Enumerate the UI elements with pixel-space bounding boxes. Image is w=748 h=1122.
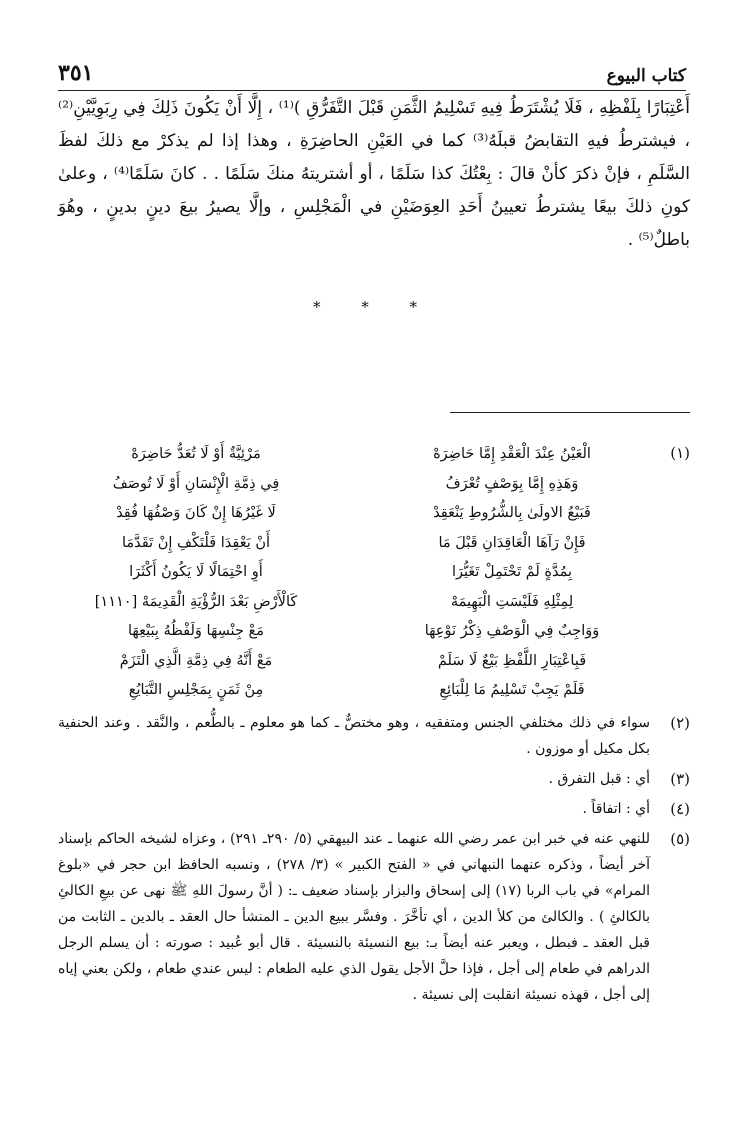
- footnote-2: [58, 710, 690, 762]
- footnote-text: للنهي عنه في خبر ابن عمر رضي الله عنهما ـ عند البيهقي (٥/ ٢٩٠ـ ٢٩١) ، وعزاه لشيخه الحاكم بإسناد آخر أيضاً ، وذكره عنهما النبهاني في « الفتح الكبير » (٣/ ٢٧٨) ، ونسبه الحافظ ابن حجر في «بلوغ المرام» في باب الربا (١٧) إلى إسحاق والبزار بإسناد ضعيف ـ: ( أنَّ رسولَ اللهِ ﷺ نهى عن بيعِ الكالئِ بالكالئِ ) . والكالئ من كلأ الدين ، أي تأخَّرَ . وفسَّر ببيع الدين ـ المنشأ حال العقد ـ بالدين ـ الثابت من قبل العقد ـ فبطل ، ويعبر عنه أيضاً بـ: بيع النسيئة بالنسيئة . قال أبو عُبيد : صورته : أن يسلم الرجل الدراهم في طعام إلى أجل ، فإذا حلَّ الأجل يقول الذي عليه الطعام : ليس عندي طعام ، ولكن بعني إياه إلى أجل ، فهذه نسيئة انقلبت إلى نسيئة .: [58, 830, 651, 1003]
- poem-hemistich: وَوَاجِبٌ فِي الْوَصْفِ ذِكْرُ نَوْعِهَا: [424, 623, 600, 639]
- poem-hemistich: مِنْ ثَمَنٍ بِمَجْلِسِ التَّبَايُعِ: [128, 682, 264, 698]
- poem: [58, 440, 650, 706]
- main-paragraph: أَعْتِبَارًا بِلَفْظِهِ ، فَلَا يُشْتَرَطُ فِيهِ تَسْلِيمُ الثَّمَنِ قَبْلَ التَّفَرُّقِ )⁽¹⁾ ، إِلَّا أَنْ يَكُونَ ذَلِكَ فِي رِبَوِيَّيْنِ⁽²⁾ ، فيشترطُ فيهِ التقابضُ قبلَهُ⁽³⁾ كما في العَيْنِ الحاضِرَةِ ، وهذا إذا لم يذكرْ مع ذلكَ لفظَ السَّلَمِ ، فإنْ ذكرَ كأنْ قالَ : بِعْتُكَ كذا سَلَمًا ، أو أشتريتهُ منكَ سَلَمًا . . كانَ سَلَمًا⁽⁴⁾ ، وعلىٰ كونِ ذلكَ بيعًا يشترطُ تعيينُ أَحَدِ العِوَضَيْنِ في الْمَجْلِسِ ، وإلَّا يصيرُ بيعَ دينٍ بدينٍ ، وهُوَ باطلٌ⁽⁵⁾ .: [58, 98, 691, 250]
- poem-hemistich: وَهَذِهِ إِمَّا بِوَصْفٍ تُعْرَفُ: [445, 475, 579, 492]
- footnote-4: [58, 796, 690, 822]
- poem-hemistich: أَوِ احْتِمَالًا لَا يَكُونُ أَكْثَرَا: [129, 564, 263, 580]
- poem-hemistich: فَلَمْ يَجِبْ تَسْلِيمُ مَا لِلْبَائِعِ: [439, 682, 585, 698]
- poem-hemistich: مَرْئِيَّةٌ أَوْ لَا تُعَدُّ حَاضِرَهْ: [131, 446, 261, 462]
- poem-hemistich: فَبِاعْتِبَارِ اللَّفْظِ بَيْعٌ لَا سَلَمْ: [437, 652, 587, 669]
- main-text: [58, 92, 690, 257]
- footnote-number: (٣): [670, 769, 690, 788]
- footnote-1: [58, 440, 690, 706]
- poem-hemistich: لَا غَيْرُهَا إِنْ كَانَ وَصْفُهَا فُقِدْ: [116, 505, 276, 521]
- poem-hemistich: فَبَيْعُ الاولَىٰ بِالشُّرُوطِ يَنْعَقِدْ: [433, 505, 591, 521]
- poem-hemistich: فِي ذِمَّةِ الْإِنْسَانِ أَوْ لَا تُوصَفُ: [112, 475, 280, 492]
- section-separator: * * *: [312, 298, 436, 316]
- poem-hemistich: مَعْ أَنَّهُ فِي ذِمَّةِ الَّذِي الْتَزَمْ: [119, 652, 273, 669]
- footnote-text: سواء في ذلك مختلفي الجنس ومتفقيه ، وهو مختصٌّ ـ كما هو معلوم ـ بالطُّعم ، والنَّقد . وعند الحنفية بكل مكيل أو موزون .: [58, 714, 650, 757]
- poem-hemistich: لِمِثْلِهِ فَلَيْسَتِ الْبَهِيمَهْ: [450, 593, 574, 610]
- poem-hemistich: الْعَيْنُ عِنْدَ الْعَقْدِ إِمَّا حَاضِرَهْ: [433, 446, 591, 462]
- footnote-number: (١): [670, 444, 690, 462]
- footnote-3: [58, 766, 690, 792]
- footnote-number: (٢): [670, 713, 690, 732]
- poem-hemistich: أَنْ يَعْقِدَا فَلْتَكْفِ إِنْ تَقَدَّمَا: [121, 534, 271, 551]
- footnotes: [58, 440, 690, 1012]
- footnote-number: (٥): [670, 829, 690, 848]
- footnote-text: أي : اتفاقاً .: [582, 800, 650, 817]
- footnote-text: أي : قبل التفرق .: [548, 770, 650, 787]
- footnote-5: [58, 826, 690, 1008]
- poem-hemistich: بِمُدَّةٍ لَمْ تَحْتَمِلْ تَغَيُّرَا: [451, 564, 573, 580]
- poem-hemistich: كَالْأَرْضِ بَعْدَ الرُّؤْيَةِ الْقَدِيمَهْ [١١١٠]: [94, 593, 298, 610]
- footnote-rule: [450, 412, 690, 413]
- poem-hemistich: مَعْ جِنْسِهَا وَلَفْظُهُ بِبَيْعِهَا: [128, 623, 264, 639]
- chapter-title: كتاب البيوع: [606, 66, 686, 86]
- footnote-number: (٤): [670, 799, 690, 818]
- page-header: [58, 56, 686, 91]
- page-number: ٣٥١: [58, 60, 94, 86]
- poem-hemistich: فَإِنْ رَآهَا الْعَاقِدَانِ قَبْلَ مَا: [438, 534, 586, 551]
